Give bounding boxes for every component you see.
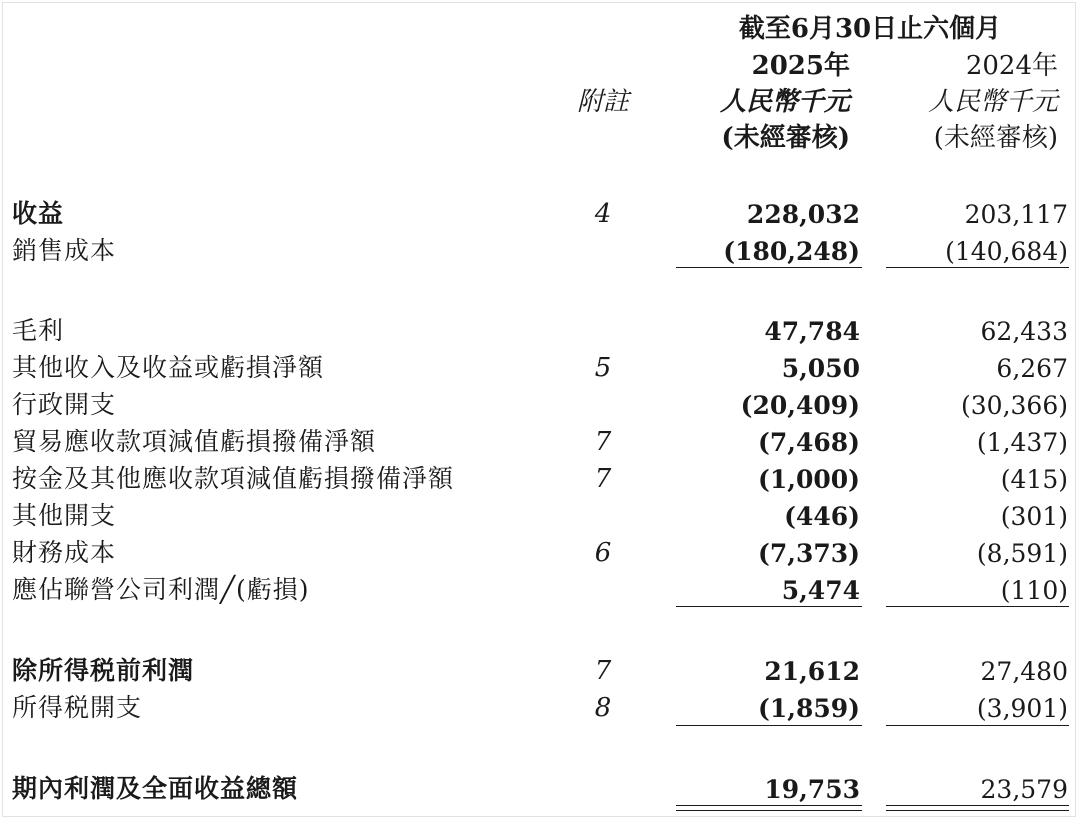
row-label-total-comprehensive-income: 期內利潤及全面收益總額 (12, 774, 299, 803)
row-value-2024: (140,684) (945, 237, 1068, 266)
row-value-2024: (110) (1000, 576, 1068, 605)
row-label-gross-profit: 毛利 (12, 316, 65, 345)
row-note: 7 (594, 656, 612, 686)
row-value-2025: 19,753 (764, 775, 860, 804)
row-value-2024: (3,901) (976, 694, 1068, 723)
row-label-trade-receivables-impairment: 貿易應收款項減值虧損撥備淨額 (12, 427, 377, 456)
total-double-rule-2025-top (676, 805, 862, 806)
total-double-rule-2024-bottom (886, 810, 1069, 811)
row-label-other-income: 其他收入及收益或虧損淨額 (12, 353, 325, 382)
row-label-admin-expenses: 行政開支 (12, 390, 117, 419)
row-value-2025: (446) (784, 502, 860, 531)
subtotal-rule-2025 (676, 267, 862, 268)
row-label-revenue: 收益 (12, 199, 65, 228)
row-value-2024: (301) (1000, 502, 1068, 531)
subtotal-rule-2025 (676, 725, 862, 726)
row-note: 8 (594, 693, 612, 723)
row-value-2024: (415) (1000, 465, 1068, 494)
row-value-2025: 21,612 (764, 657, 860, 686)
row-label-deposits-impairment: 按金及其他應收款項減值虧損撥備淨額 (12, 464, 455, 493)
currency-2024-header: 人民幣千元 (927, 87, 1058, 117)
row-value-2025: 47,784 (764, 317, 860, 346)
row-value-2025: 228,032 (746, 200, 860, 229)
row-value-2024: (8,591) (976, 539, 1068, 568)
year-2025-header: 2025年 (751, 51, 850, 81)
row-value-2024: 23,579 (980, 775, 1068, 804)
period-header: 截至6月30日止六個月 (738, 14, 1002, 44)
row-value-2025: 5,474 (781, 576, 860, 605)
row-value-2024: 62,433 (980, 317, 1068, 346)
subtotal-rule-2024 (886, 725, 1069, 726)
subtotal-rule-2025 (676, 606, 862, 607)
row-value-2024: (30,366) (961, 391, 1068, 420)
row-note: 4 (594, 199, 612, 229)
row-label-other-expenses: 其他開支 (12, 501, 117, 530)
row-note: 6 (594, 538, 612, 568)
row-value-2025: (1,000) (758, 465, 860, 494)
note-column-header: 附註 (576, 87, 629, 117)
total-double-rule-2024-top (886, 805, 1069, 806)
row-value-2025: (180,248) (723, 237, 860, 266)
row-label-cost-of-sales: 銷售成本 (12, 236, 117, 265)
row-label-income-tax: 所得税開支 (12, 693, 143, 722)
row-value-2025: (1,859) (758, 694, 860, 723)
row-label-finance-costs: 財務成本 (12, 538, 117, 567)
row-value-2024: 203,117 (964, 200, 1068, 229)
row-note: 7 (594, 427, 612, 457)
total-double-rule-2025-bottom (676, 810, 862, 811)
row-value-2024: 27,480 (980, 657, 1068, 686)
year-2024-header: 2024年 (965, 51, 1058, 81)
row-value-2024: 6,267 (996, 354, 1068, 383)
row-note: 5 (594, 353, 612, 383)
row-value-2025: (7,468) (758, 428, 860, 457)
row-label-share-of-associates: 應佔聯營公司利潤╱(虧損) (12, 575, 310, 604)
row-note: 7 (594, 464, 612, 494)
currency-2025-header: 人民幣千元 (719, 87, 850, 117)
row-value-2025: (7,373) (758, 539, 860, 568)
row-value-2025: (20,409) (740, 391, 860, 420)
audit-2024-header: (未經審核) (933, 123, 1058, 153)
row-label-profit-before-tax: 除所得税前利潤 (12, 656, 195, 685)
row-value-2024: (1,437) (976, 428, 1068, 457)
audit-2025-header: (未經審核) (721, 123, 850, 153)
subtotal-rule-2024 (886, 267, 1069, 268)
subtotal-rule-2024 (886, 606, 1069, 607)
row-value-2025: 5,050 (781, 354, 860, 383)
